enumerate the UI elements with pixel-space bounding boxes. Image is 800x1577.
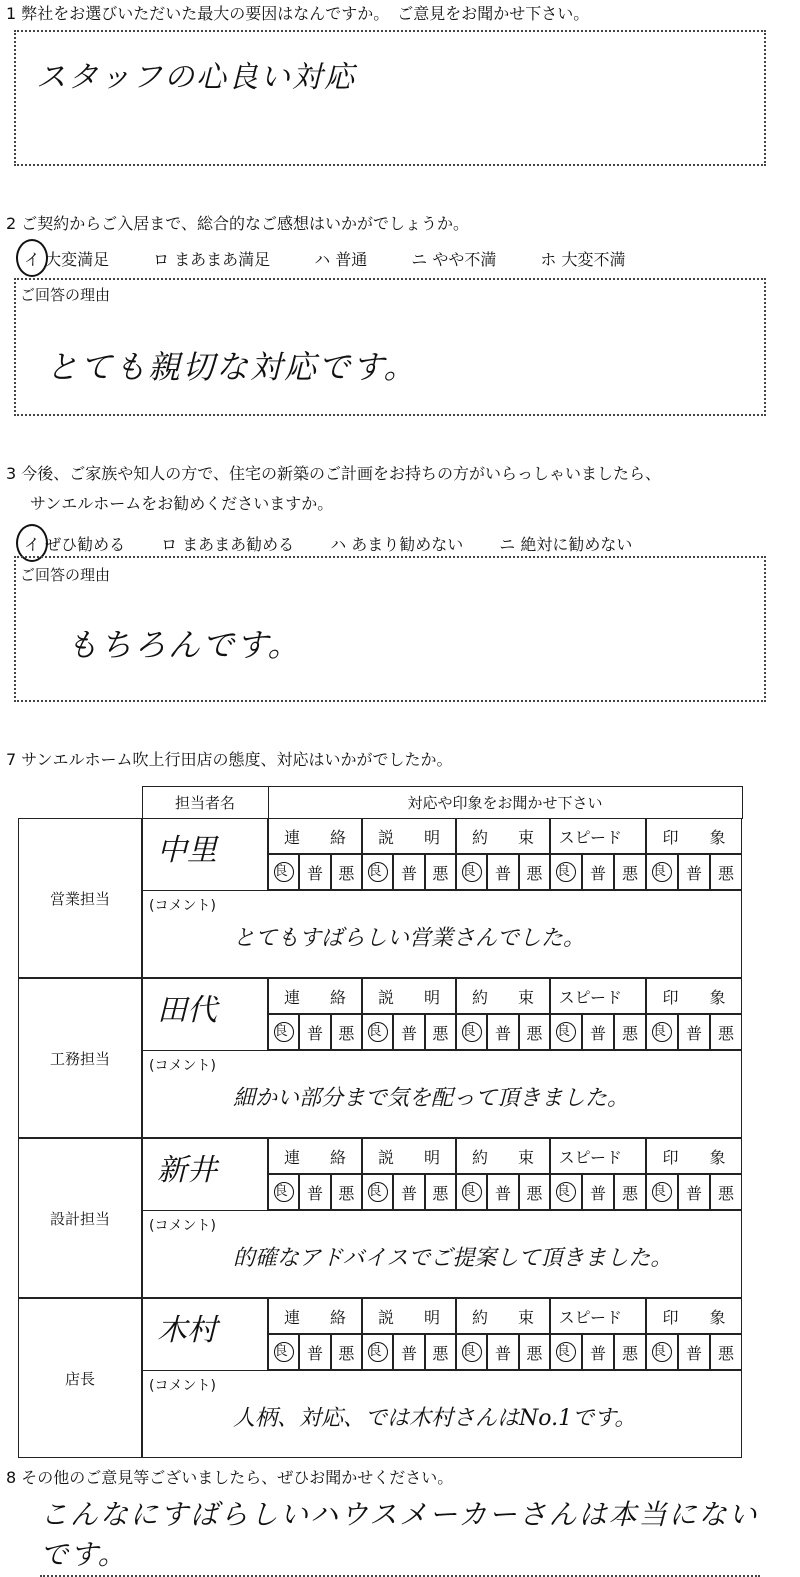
category-label-a: スピード <box>558 1307 623 1327</box>
grade-cell[interactable] <box>646 1174 678 1210</box>
grade-label: 普 <box>589 1183 606 1203</box>
q7-question: 7 サンエルホーム吹上行田店の態度、対応はいかがでしたか。 <box>6 750 453 769</box>
comment-label: (コメント) <box>149 1058 216 1074</box>
category-header <box>456 1298 550 1334</box>
category-header <box>268 1138 362 1174</box>
grade-label: 普 <box>685 1023 702 1043</box>
category-header <box>646 1298 742 1334</box>
category-label-b: 束 <box>517 1307 534 1327</box>
staff-name: 田代 <box>142 978 268 1050</box>
category-label-b: 明 <box>423 1147 440 1167</box>
grade-label: 悪 <box>432 1183 449 1203</box>
category-header <box>550 1138 646 1174</box>
q3-reason-label: ご回答の理由 <box>20 566 111 584</box>
comment-cell <box>142 890 742 978</box>
category-label-b: 象 <box>709 1307 726 1327</box>
q3-reason-box <box>14 556 766 702</box>
grade-cell[interactable] <box>614 1174 646 1210</box>
grade-cell[interactable] <box>393 1014 424 1050</box>
grade-cell[interactable] <box>362 1174 393 1210</box>
q2-option-2[interactable]: ロ まあまあ満足 <box>153 250 271 269</box>
category-label-a: 印 <box>662 1147 679 1167</box>
q2-option-3[interactable]: ハ 普通 <box>314 250 368 269</box>
grade-label: 普 <box>494 1343 511 1363</box>
grade-good-circled: 良 <box>462 1022 482 1042</box>
category-label-a: 印 <box>662 1307 679 1327</box>
category-header <box>268 1298 362 1334</box>
selection-circle-icon <box>16 239 48 277</box>
comment-text: 的確なアドバイスでご提案して頂きました。 <box>233 1246 673 1271</box>
grade-cell[interactable] <box>646 1334 678 1370</box>
grade-cell[interactable] <box>550 1334 582 1370</box>
grade-label: 普 <box>494 1183 511 1203</box>
q8-question: 8 その他のご意見等ございましたら、ぜひお聞かせください。 <box>6 1468 454 1487</box>
q1-answer: スタッフの心良い対応 <box>36 60 356 95</box>
grade-cell[interactable] <box>550 854 582 890</box>
grade-label: 普 <box>685 1183 702 1203</box>
q2-question: 2 ご契約からご入居まで、総合的なご感想はいかがでしょうか。 <box>6 214 469 233</box>
q2-options <box>24 247 625 270</box>
grade-cell[interactable] <box>299 854 330 890</box>
grade-label: 悪 <box>338 1183 355 1203</box>
grade-cell[interactable] <box>487 1334 518 1370</box>
grade-cell[interactable] <box>519 1334 550 1370</box>
grade-label: 普 <box>306 1183 323 1203</box>
header-staff-name: 担当者名 <box>142 787 268 819</box>
grade-cell[interactable] <box>710 1014 742 1050</box>
category-header <box>456 978 550 1014</box>
grade-cell[interactable] <box>268 854 299 890</box>
q3-option-2[interactable]: ロ まあまあ勧める <box>161 535 295 554</box>
grade-cell[interactable] <box>487 1174 518 1210</box>
grade-label: 悪 <box>526 1183 543 1203</box>
category-label-a: 説 <box>377 987 394 1007</box>
q3-answer: もちろんです。 <box>66 626 302 664</box>
grade-cell[interactable] <box>456 854 487 890</box>
grade-cell[interactable] <box>425 1174 456 1210</box>
q1-answer-box <box>14 30 766 166</box>
grade-label: 普 <box>685 1343 702 1363</box>
comment-text: 人柄、対応、では木村さんはNo.1です。 <box>233 1406 637 1431</box>
grade-good-circled: 良 <box>462 1182 482 1202</box>
grade-cell[interactable] <box>646 854 678 890</box>
grade-good-circled: 良 <box>652 1022 672 1042</box>
grade-good-circled: 良 <box>556 862 576 882</box>
q2-answer: とても親切な対応です。 <box>46 348 418 386</box>
category-label-a: 印 <box>662 987 679 1007</box>
grade-label: 普 <box>306 1023 323 1043</box>
grade-cell[interactable] <box>456 1334 487 1370</box>
category-header <box>646 1138 742 1174</box>
grade-good-circled: 良 <box>274 1182 294 1202</box>
category-label-a: 連 <box>283 987 300 1007</box>
grade-label: 普 <box>400 1023 417 1043</box>
category-label-a: 印 <box>662 827 679 847</box>
category-label-a: 約 <box>471 1147 488 1167</box>
grade-cell[interactable] <box>487 1014 518 1050</box>
grade-cell[interactable] <box>678 1014 710 1050</box>
staff-evaluation-table <box>18 786 743 819</box>
grade-label: 悪 <box>717 1343 734 1363</box>
q3-options <box>24 532 632 555</box>
category-header <box>456 818 550 854</box>
grade-label: 普 <box>400 1343 417 1363</box>
grade-label: 悪 <box>338 1023 355 1043</box>
grade-cell[interactable] <box>550 1174 582 1210</box>
grade-cell[interactable] <box>678 1174 710 1210</box>
grade-label: 悪 <box>621 1343 638 1363</box>
category-label-a: 説 <box>377 1307 394 1327</box>
grade-cell[interactable] <box>582 854 614 890</box>
comment-cell <box>142 1050 742 1138</box>
q8-answer: こんなにすばらしいハウスメーカーさんは本当にないです。 <box>40 1493 760 1577</box>
grade-cell[interactable] <box>456 1014 487 1050</box>
grade-cell[interactable] <box>519 1174 550 1210</box>
q2-option-4[interactable]: ニ やや不満 <box>411 250 497 269</box>
grade-good-circled: 良 <box>368 1182 388 1202</box>
category-label-b: 束 <box>517 1147 534 1167</box>
category-label-a: 連 <box>283 1307 300 1327</box>
q3-question: 3 今後、ご家族や知人の方で、住宅の新築のご計画をお持ちの方がいらっしゃいましたら、 <box>6 464 661 483</box>
grade-cell[interactable] <box>331 1174 362 1210</box>
category-label-a: 約 <box>471 1307 488 1327</box>
grade-label: 悪 <box>526 1343 543 1363</box>
category-label-a: スピード <box>558 1147 623 1167</box>
grade-cell[interactable] <box>614 1014 646 1050</box>
grade-good-circled: 良 <box>274 862 294 882</box>
grade-cell[interactable] <box>582 1174 614 1210</box>
grade-cell[interactable] <box>331 1014 362 1050</box>
q3-option-3[interactable]: ハ あまり勧めない <box>330 535 464 554</box>
category-label-b: 束 <box>517 987 534 1007</box>
category-label-b: 束 <box>517 827 534 847</box>
department-label: 工務担当 <box>18 978 142 1138</box>
grade-cell[interactable] <box>614 854 646 890</box>
category-label-b: 絡 <box>329 987 346 1007</box>
grade-good-circled: 良 <box>274 1342 294 1362</box>
grade-cell[interactable] <box>393 1334 424 1370</box>
grade-cell[interactable] <box>331 854 362 890</box>
staff-name: 木村 <box>142 1298 268 1370</box>
q1-question: 1 弊社をお選びいただいた最大の要因はなんですか。 ご意見をお聞かせ下さい。 <box>6 4 590 23</box>
comment-text: 細かい部分まで気を配って頂きました。 <box>233 1086 630 1111</box>
category-label-b: 絡 <box>329 1147 346 1167</box>
grade-cell[interactable] <box>519 1014 550 1050</box>
category-label-b: 明 <box>423 987 440 1007</box>
grade-label: 普 <box>306 863 323 883</box>
grade-cell[interactable] <box>299 1014 330 1050</box>
comment-cell <box>142 1370 742 1458</box>
category-header <box>646 818 742 854</box>
comment-cell <box>142 1210 742 1298</box>
grade-label: 悪 <box>621 1023 638 1043</box>
category-label-b: 象 <box>709 1147 726 1167</box>
grade-cell[interactable] <box>519 854 550 890</box>
grade-cell[interactable] <box>646 1014 678 1050</box>
grade-cell[interactable] <box>299 1334 330 1370</box>
staff-name: 中里 <box>142 818 268 890</box>
grade-good-circled: 良 <box>368 1022 388 1042</box>
grade-cell[interactable] <box>425 854 456 890</box>
grade-label: 悪 <box>717 1023 734 1043</box>
category-label-b: 象 <box>709 987 726 1007</box>
grade-cell[interactable] <box>550 1014 582 1050</box>
q3-option-1[interactable]: イ ぜひ勧める <box>24 532 125 555</box>
category-header <box>550 818 646 854</box>
header-evaluation: 対応や印象をお聞かせ下さい <box>268 787 742 819</box>
grade-good-circled: 良 <box>368 1342 388 1362</box>
comment-label: (コメント) <box>149 1378 216 1394</box>
category-header <box>550 1298 646 1334</box>
category-label-b: 明 <box>423 1307 440 1327</box>
category-label-a: 連 <box>283 827 300 847</box>
grade-label: 悪 <box>621 1183 638 1203</box>
grade-label: 悪 <box>526 1023 543 1043</box>
category-label-a: 約 <box>471 987 488 1007</box>
grade-good-circled: 良 <box>556 1342 576 1362</box>
grade-cell[interactable] <box>425 1334 456 1370</box>
grade-label: 普 <box>306 1343 323 1363</box>
q2-reason-box <box>14 278 766 416</box>
grade-label: 普 <box>494 863 511 883</box>
grade-cell[interactable] <box>710 854 742 890</box>
category-header <box>550 978 646 1014</box>
department-label: 店長 <box>18 1298 142 1458</box>
comment-label: (コメント) <box>149 1218 216 1234</box>
grade-label: 悪 <box>717 863 734 883</box>
grade-cell[interactable] <box>362 1014 393 1050</box>
grade-label: 悪 <box>338 863 355 883</box>
grade-cell[interactable] <box>710 1334 742 1370</box>
grade-cell[interactable] <box>614 1334 646 1370</box>
category-label-a: スピード <box>558 827 623 847</box>
grade-cell[interactable] <box>299 1174 330 1210</box>
grade-good-circled: 良 <box>462 1342 482 1362</box>
department-label: 設計担当 <box>18 1138 142 1298</box>
grade-cell[interactable] <box>487 854 518 890</box>
grade-label: 悪 <box>526 863 543 883</box>
q3-option-4[interactable]: ニ 絶対に勧めない <box>499 535 633 554</box>
category-header <box>268 978 362 1014</box>
grade-good-circled: 良 <box>652 1182 672 1202</box>
grade-good-circled: 良 <box>556 1182 576 1202</box>
grade-good-circled: 良 <box>462 862 482 882</box>
grade-cell[interactable] <box>268 1014 299 1050</box>
grade-cell[interactable] <box>268 1174 299 1210</box>
category-label-a: 連 <box>283 1147 300 1167</box>
category-label-a: 説 <box>377 827 394 847</box>
grade-cell[interactable] <box>582 1014 614 1050</box>
grade-label: 普 <box>589 1343 606 1363</box>
grade-label: 普 <box>589 1023 606 1043</box>
q2-option-5[interactable]: ホ 大変不満 <box>540 250 626 269</box>
grade-cell[interactable] <box>331 1334 362 1370</box>
grade-good-circled: 良 <box>274 1022 294 1042</box>
comment-label: (コメント) <box>149 898 216 914</box>
comment-text: とてもすばらしい営業さんでした。 <box>233 926 586 951</box>
grade-cell[interactable] <box>393 854 424 890</box>
grade-cell[interactable] <box>456 1174 487 1210</box>
grade-label: 悪 <box>717 1183 734 1203</box>
grade-label: 悪 <box>432 1023 449 1043</box>
grade-good-circled: 良 <box>556 1022 576 1042</box>
q2-option-1[interactable]: イ 大変満足 <box>24 247 109 270</box>
category-label-a: 約 <box>471 827 488 847</box>
grade-good-circled: 良 <box>652 1342 672 1362</box>
category-label-b: 象 <box>709 827 726 847</box>
grade-good-circled: 良 <box>652 862 672 882</box>
grade-cell[interactable] <box>393 1174 424 1210</box>
category-header <box>362 818 456 854</box>
grade-label: 悪 <box>432 1343 449 1363</box>
grade-cell[interactable] <box>362 1334 393 1370</box>
category-header <box>362 1138 456 1174</box>
q3-question-line2: サンエルホームをお勧めくださいますか。 <box>30 494 334 513</box>
category-header <box>362 978 456 1014</box>
grade-cell[interactable] <box>678 854 710 890</box>
category-label-b: 明 <box>423 827 440 847</box>
grade-label: 普 <box>400 1183 417 1203</box>
category-label-a: 説 <box>377 1147 394 1167</box>
grade-cell[interactable] <box>268 1334 299 1370</box>
category-header <box>456 1138 550 1174</box>
staff-name: 新井 <box>142 1138 268 1210</box>
grade-label: 普 <box>589 863 606 883</box>
grade-label: 悪 <box>432 863 449 883</box>
q2-reason-label: ご回答の理由 <box>20 286 111 304</box>
category-header <box>268 818 362 854</box>
grade-cell[interactable] <box>678 1334 710 1370</box>
grade-cell[interactable] <box>710 1174 742 1210</box>
grade-label: 悪 <box>621 863 638 883</box>
category-label-a: スピード <box>558 987 623 1007</box>
category-label-b: 絡 <box>329 827 346 847</box>
grade-cell[interactable] <box>582 1334 614 1370</box>
grade-label: 悪 <box>338 1343 355 1363</box>
department-label: 営業担当 <box>18 818 142 978</box>
grade-cell[interactable] <box>362 854 393 890</box>
category-header <box>362 1298 456 1334</box>
grade-good-circled: 良 <box>368 862 388 882</box>
grade-label: 普 <box>494 1023 511 1043</box>
category-header <box>646 978 742 1014</box>
grade-cell[interactable] <box>425 1014 456 1050</box>
category-label-b: 絡 <box>329 1307 346 1327</box>
grade-label: 普 <box>685 863 702 883</box>
grade-label: 普 <box>400 863 417 883</box>
